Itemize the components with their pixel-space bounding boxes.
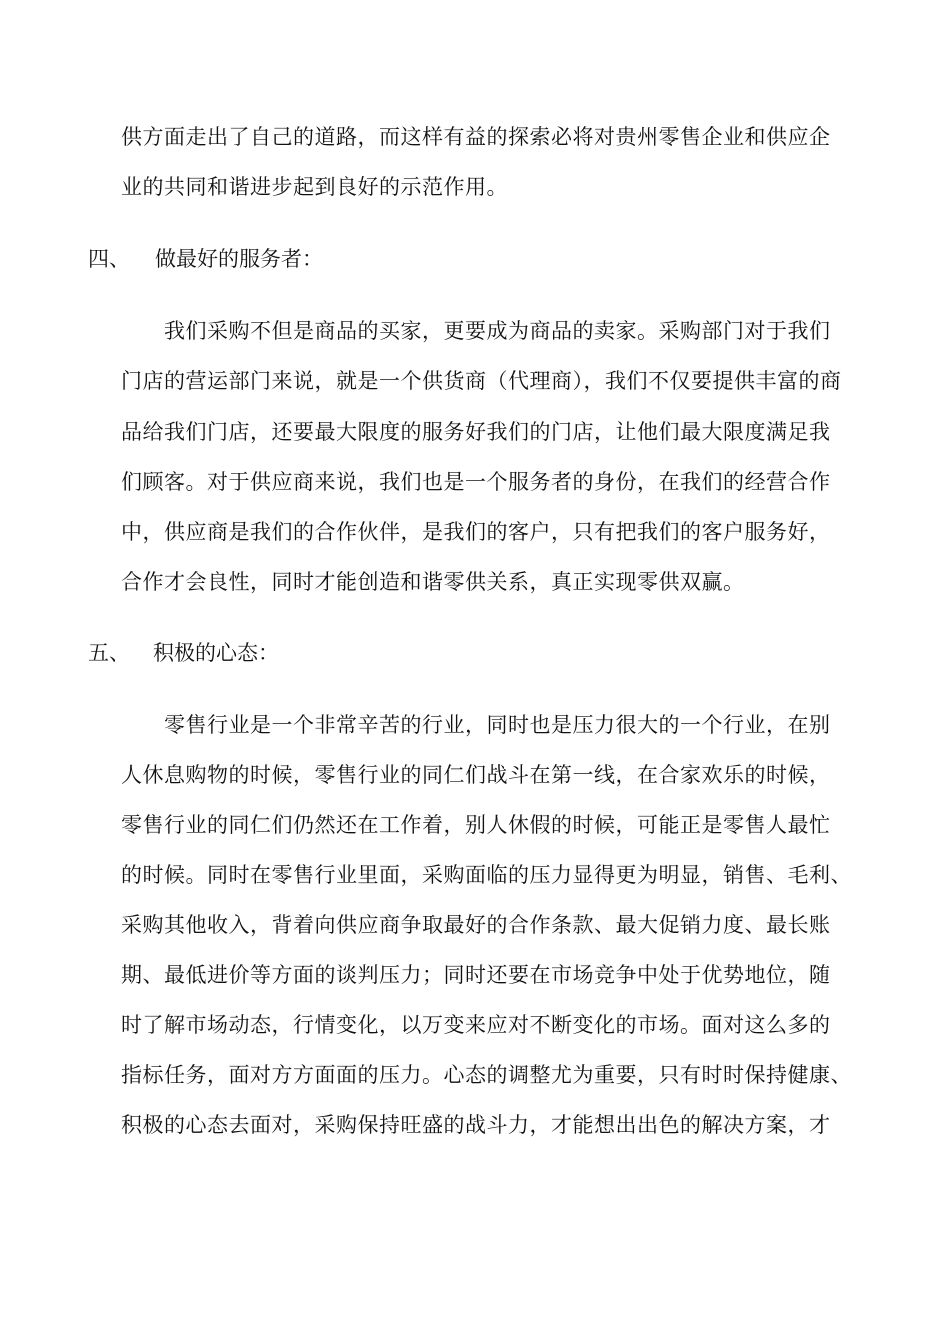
section-4-number: 四、	[88, 247, 130, 271]
paragraph-line: 采购其他收入，背着向供应商争取最好的合作条款、最大促销力度、最长账	[121, 913, 831, 937]
paragraph-line: 人休息购物的时候，零售行业的同仁们战斗在第一线，在合家欢乐的时候，	[121, 763, 831, 787]
paragraph-line: 的时候。同时在零售行业里面，采购面临的压力显得更为明显，销售、毛利、	[121, 863, 852, 887]
paragraph-line: 供方面走出了自己的道路，而这样有益的探索必将对贵州零售企业和供应企	[121, 125, 831, 149]
paragraph-line: 们顾客。对于供应商来说，我们也是一个服务者的身份，在我们的经营合作	[121, 470, 831, 494]
section-5-number: 五、	[88, 641, 130, 665]
paragraph-line: 积极的心态去面对，采购保持旺盛的战斗力，才能想出出色的解决方案，才	[121, 1113, 831, 1137]
paragraph-line: 中，供应商是我们的合作伙伴，是我们的客户，只有把我们的客户服务好，	[121, 520, 831, 544]
paragraph-line: 合作才会良性，同时才能创造和谐零供关系，真正实现零供双赢。	[121, 570, 745, 594]
paragraph-line: 指标任务，面对方方面面的压力。心态的调整尤为重要，只有时时保持健康、	[121, 1063, 852, 1087]
paragraph-line: 门店的营运部门来说，就是一个供货商（代理商），我们不仅要提供丰富的商	[121, 369, 842, 393]
section-4-title: 做最好的服务者：	[155, 247, 323, 271]
paragraph-line: 零售行业的同仁们仍然还在工作着，别人休假的时候，可能正是零售人最忙	[121, 813, 831, 837]
paragraph-line: 品给我们门店，还要最大限度的服务好我们的门店，让他们最大限度满足我	[121, 420, 831, 444]
paragraph-line: 期、最低进价等方面的谈判压力；同时还要在市场竞争中处于优势地位，随	[121, 963, 831, 987]
paragraph-line: 我们采购不但是商品的买家，更要成为商品的卖家。采购部门对于我们	[164, 319, 831, 343]
paragraph-line: 时了解市场动态，行情变化，以万变来应对不断变化的市场。面对这么多的	[121, 1013, 831, 1037]
section-5-title: 积极的心态：	[153, 641, 279, 665]
paragraph-line: 业的共同和谐进步起到良好的示范作用。	[121, 175, 508, 199]
paragraph-line: 零售行业是一个非常辛苦的行业，同时也是压力很大的一个行业，在别	[164, 713, 831, 737]
